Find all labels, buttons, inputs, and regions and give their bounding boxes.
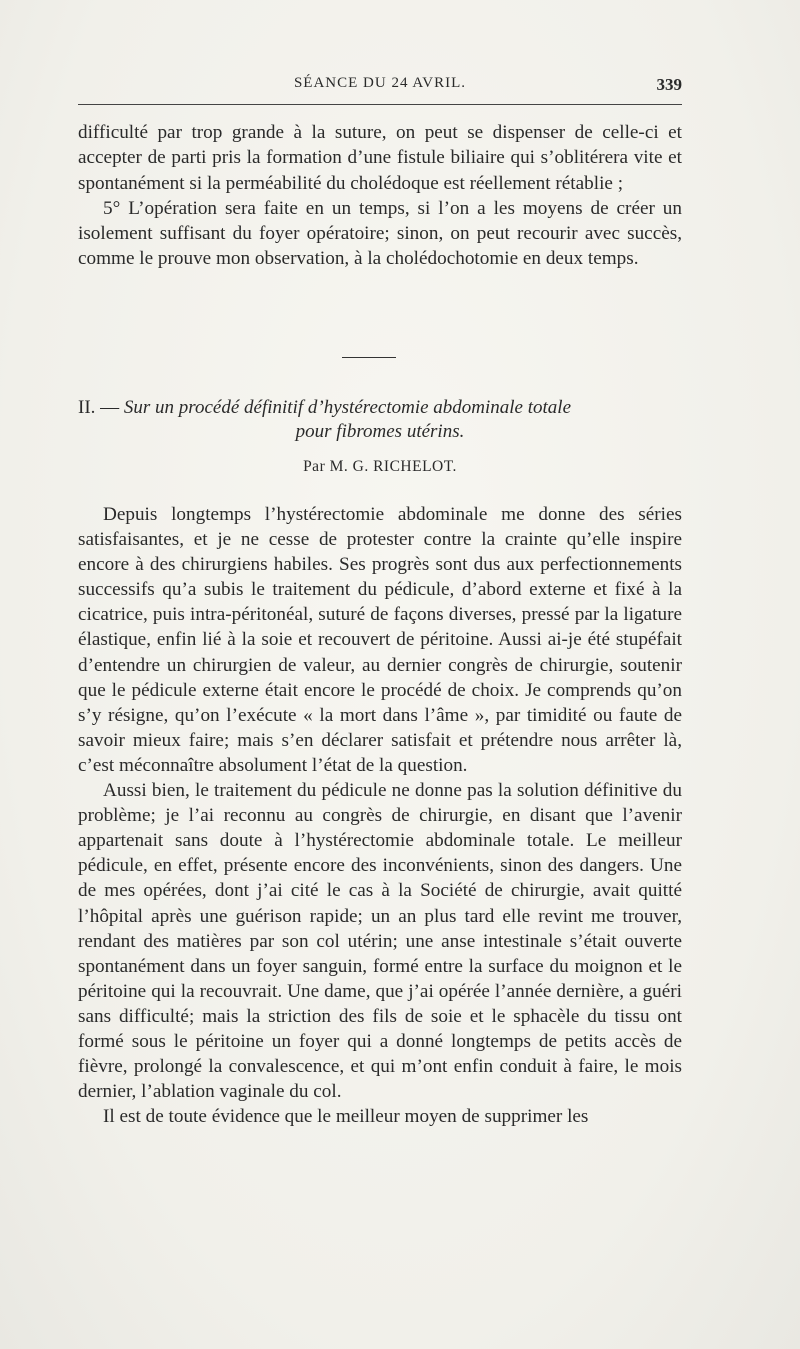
body-paragraph-2: Aussi bien, le traitement du pédicule ne donne pas la solution définitive du problème; je l’ai reconnu au congrès de chirurgie, en disant que l’avenir appartenait sans doute à l’hystérectomie abdominale totale. Le meilleur pédicule, en effet, présente encore des inconvénients, sinon des dangers. Une de mes opérées, dont j’ai cité le cas à la Société de chirurgie, avait quitté l’hôpital après une guérison rapide; un an plus tard elle revint me trouver, rendant des matières par son col utérin; une anse intestinale s’était ouverte spontanément dans un foyer sanguin, formé entre la surface du moignon et le péritoine qui la recouvrait. Une dame, que j’ai opérée l’année dernière, a guéri sans difficulté; mais la striction des fils de soie et le sphacèle du tissu ont formé sous le péritoine un foyer qui a donné longtemps de petits accès de fièvre, prolongé la convalescence, et qui m’ont enfin conduit à faire, le mois dernier, l’ablation vaginale du col. (78, 780, 682, 1103)
section-divider (342, 357, 396, 358)
body-paragraph-3: Il est de toute évidence que le meilleur moyen de supprimer les (103, 1106, 589, 1128)
continuation-text (78, 120, 682, 272)
running-head (78, 75, 682, 101)
article-heading (78, 396, 682, 444)
body-paragraph-1: Depuis longtemps l’hystérectomie abdominale me donne des séries satisfaisantes, et je ne cesse de protester contre la crainte qu’elle inspire encore à des chirurgiens habiles. Ses progrès sont dus aux perfectionnements successifs qu’a subis le traitement du pédicule, d’abord externe et fixé à la cicatrice, puis intra-péritonéal, suturé de façons diverses, pressé par la ligature élastique, enfin lié à la soie et recouvert de péritoine. Aussi ai-je été stupéfait d’entendre un chirurgien de valeur, au dernier congrès de chirurgie, soutenir que le pédicule externe était encore le procédé de choix. Je comprends qu’on s’y résigne, qu’on l’exécute « la mort dans l’âme », par timidité ou faute de savoir mieux faire; mais s’en déclarer satisfait et prétendre nous arrêter là, c’est méconnaître absolument l’état de la question. (78, 504, 682, 776)
article-title-line-1: Sur un procédé définitif d’hystérectomie abdominale totale (123, 397, 572, 418)
article-title-line-2: pour fibromes utérins. (295, 421, 465, 442)
continuation-paragraph-1: difficulté par trop grande à la suture, on peut se dispenser de celle-ci et accepter de parti pris la formation d’une fistule biliaire qui s’oblitérera vite et spontanément si la perméabilité du cholédoque est réellement rétablie ; (78, 122, 682, 194)
header-rule (78, 104, 682, 105)
page-number: 339 (656, 75, 682, 94)
continuation-paragraph-2: 5° L’opération sera faite en un temps, si l’on a les moyens de créer un isolement suffisant du foyer opératoire; sinon, on peut recourir avec succès, comme le prouve mon observation, à la cholédochotomie en deux temps. (78, 197, 682, 270)
article-byline: Par M. G. RICHELOT. (303, 458, 457, 475)
running-title: SÉANCE DU 24 AVRIL. (293, 75, 467, 91)
article-number: II. — (78, 397, 124, 418)
article-body (78, 502, 682, 1129)
